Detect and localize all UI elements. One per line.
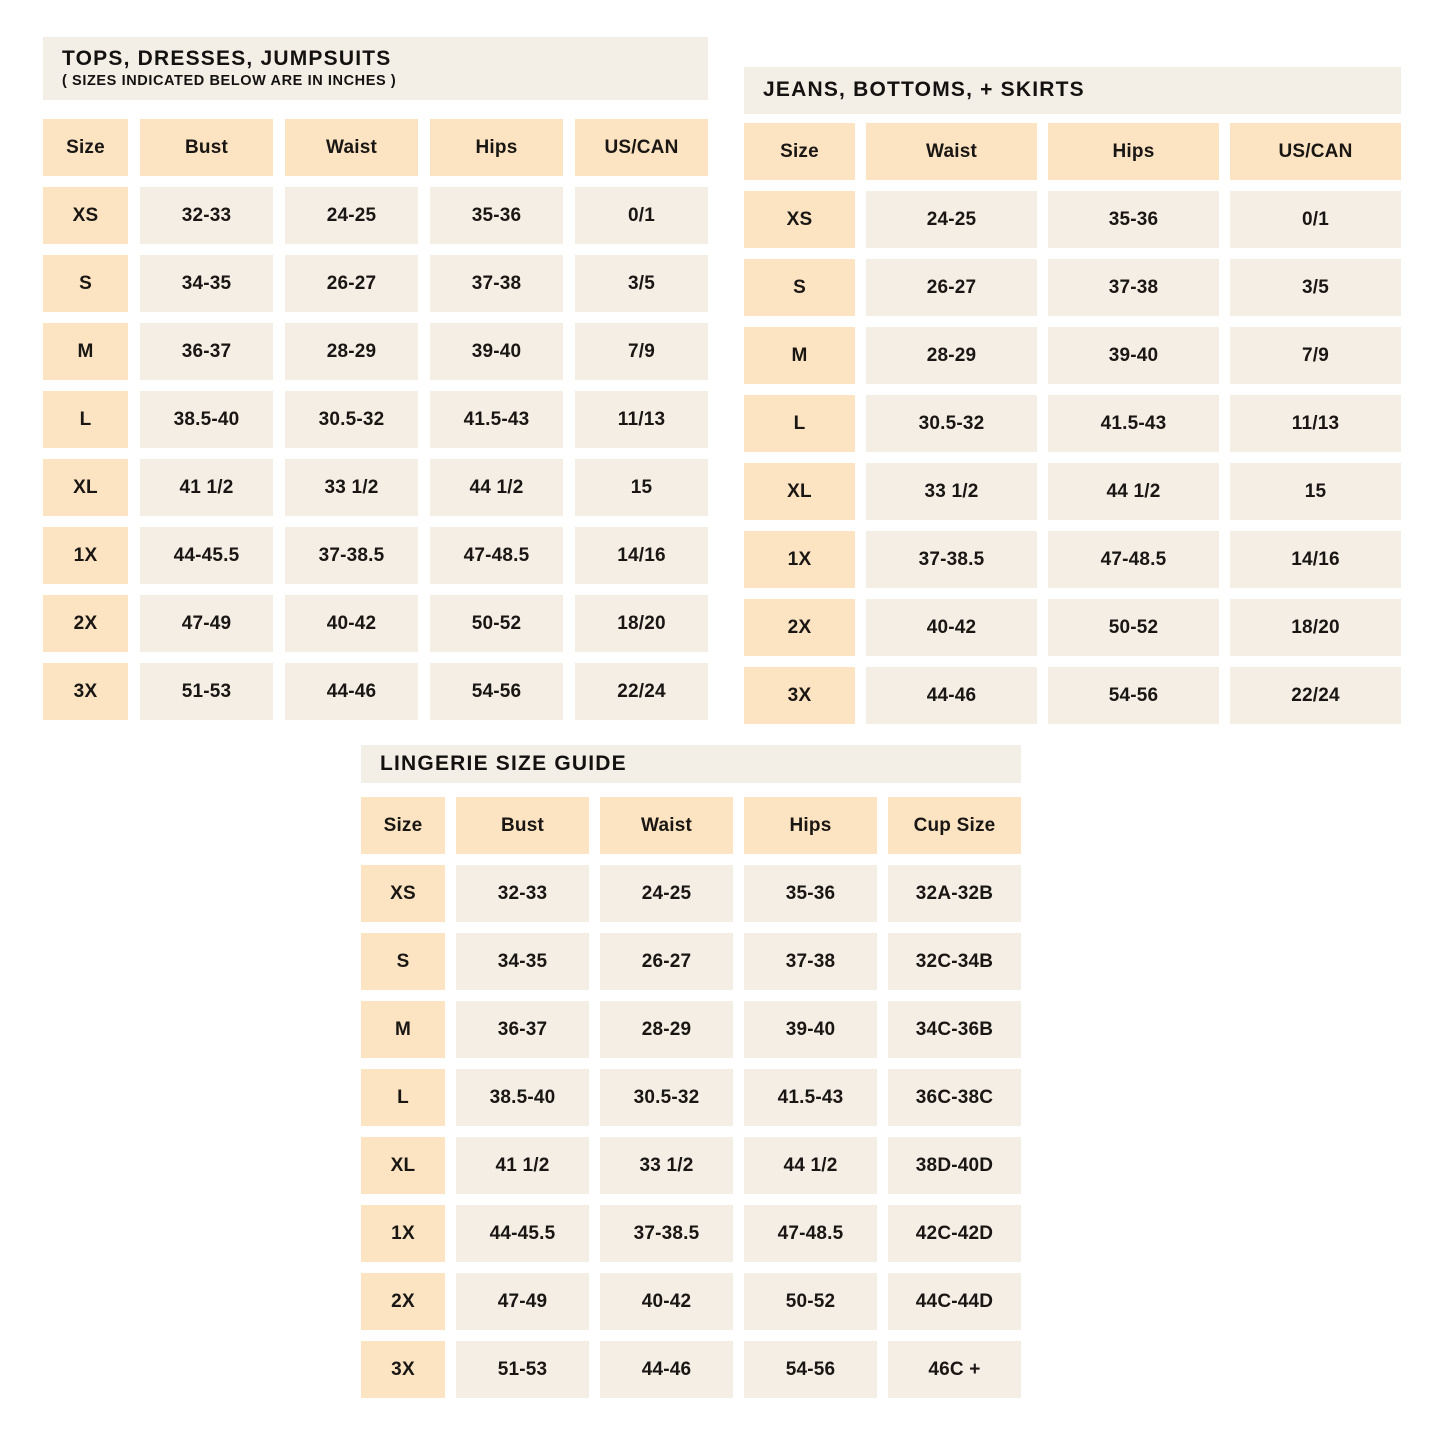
table-cell: 7/9 <box>575 323 708 380</box>
table-cell: 34C-36B <box>888 1001 1021 1058</box>
table-cell: 44-46 <box>600 1341 733 1398</box>
table-cell: 33 1/2 <box>866 463 1037 520</box>
column-header: Hips <box>744 797 877 854</box>
row-size-label: L <box>744 395 855 452</box>
table-cell: 37-38 <box>430 255 563 312</box>
table-cell: 32-33 <box>456 865 589 922</box>
row-size-label: XL <box>744 463 855 520</box>
column-header: Size <box>744 123 855 180</box>
table-cell: 37-38.5 <box>600 1205 733 1262</box>
table-cell: 26-27 <box>600 933 733 990</box>
row-size-label: 2X <box>361 1273 445 1330</box>
row-size-label: M <box>744 327 855 384</box>
row-size-label: 3X <box>43 663 128 720</box>
table-cell: 22/24 <box>575 663 708 720</box>
table-cell: 42C-42D <box>888 1205 1021 1262</box>
row-size-label: 2X <box>744 599 855 656</box>
table-cell: 30.5-32 <box>285 391 418 448</box>
size-grid <box>43 119 708 720</box>
row-size-label: 1X <box>43 527 128 584</box>
table-cell: 33 1/2 <box>285 459 418 516</box>
table-cell: 30.5-32 <box>866 395 1037 452</box>
column-header: Hips <box>1048 123 1219 180</box>
table-cell: 22/24 <box>1230 667 1401 724</box>
table-title-banner <box>43 37 708 100</box>
table-cell: 32A-32B <box>888 865 1021 922</box>
row-size-label: XL <box>43 459 128 516</box>
table-cell: 51-53 <box>456 1341 589 1398</box>
table-cell: 47-48.5 <box>430 527 563 584</box>
table-cell: 35-36 <box>430 187 563 244</box>
table-cell: 36-37 <box>456 1001 589 1058</box>
table-cell: 44-46 <box>866 667 1037 724</box>
table-cell: 47-48.5 <box>744 1205 877 1262</box>
table-cell: 28-29 <box>866 327 1037 384</box>
column-header: US/CAN <box>1230 123 1401 180</box>
table-cell: 41.5-43 <box>744 1069 877 1126</box>
table-cell: 54-56 <box>744 1341 877 1398</box>
table-cell: 34-35 <box>140 255 273 312</box>
table-cell: 36C-38C <box>888 1069 1021 1126</box>
column-header: Cup Size <box>888 797 1021 854</box>
column-header: Waist <box>285 119 418 176</box>
table-cell: 46C + <box>888 1341 1021 1398</box>
row-size-label: XL <box>361 1137 445 1194</box>
column-header: Waist <box>600 797 733 854</box>
column-header: Bust <box>140 119 273 176</box>
row-size-label: XS <box>361 865 445 922</box>
table-cell: 38.5-40 <box>456 1069 589 1126</box>
column-header: Size <box>43 119 128 176</box>
row-size-label: M <box>43 323 128 380</box>
table-cell: 24-25 <box>600 865 733 922</box>
table-cell: 39-40 <box>744 1001 877 1058</box>
table-cell: 47-48.5 <box>1048 531 1219 588</box>
table-cell: 26-27 <box>285 255 418 312</box>
table-cell: 50-52 <box>1048 599 1219 656</box>
table-cell: 44-45.5 <box>140 527 273 584</box>
table-cell: 3/5 <box>575 255 708 312</box>
table-cell: 47-49 <box>140 595 273 652</box>
table-cell: 39-40 <box>430 323 563 380</box>
row-size-label: 1X <box>744 531 855 588</box>
table-cell: 35-36 <box>744 865 877 922</box>
table-cell: 47-49 <box>456 1273 589 1330</box>
table-cell: 0/1 <box>575 187 708 244</box>
table-title: JEANS, BOTTOMS, + SKIRTS <box>763 78 1085 102</box>
jeans-bottoms-skirts-table <box>744 67 1401 724</box>
table-title-banner <box>361 745 1021 783</box>
table-cell: 38D-40D <box>888 1137 1021 1194</box>
table-cell: 38.5-40 <box>140 391 273 448</box>
table-cell: 41 1/2 <box>456 1137 589 1194</box>
tops-dresses-jumpsuits-table <box>43 37 708 720</box>
table-cell: 14/16 <box>575 527 708 584</box>
table-title-banner <box>744 67 1401 114</box>
table-cell: 18/20 <box>575 595 708 652</box>
column-header: Size <box>361 797 445 854</box>
table-cell: 41.5-43 <box>1048 395 1219 452</box>
table-cell: 28-29 <box>600 1001 733 1058</box>
table-cell: 36-37 <box>140 323 273 380</box>
row-size-label: 3X <box>361 1341 445 1398</box>
table-cell: 44 1/2 <box>744 1137 877 1194</box>
table-cell: 44C-44D <box>888 1273 1021 1330</box>
row-size-label: 2X <box>43 595 128 652</box>
row-size-label: L <box>43 391 128 448</box>
table-cell: 54-56 <box>430 663 563 720</box>
row-size-label: 1X <box>361 1205 445 1262</box>
table-cell: 51-53 <box>140 663 273 720</box>
row-size-label: S <box>361 933 445 990</box>
table-cell: 37-38 <box>744 933 877 990</box>
table-cell: 15 <box>1230 463 1401 520</box>
table-cell: 37-38.5 <box>866 531 1037 588</box>
table-cell: 33 1/2 <box>600 1137 733 1194</box>
size-grid <box>744 123 1401 724</box>
table-title: LINGERIE SIZE GUIDE <box>380 751 627 775</box>
table-cell: 26-27 <box>866 259 1037 316</box>
table-cell: 50-52 <box>430 595 563 652</box>
table-cell: 44-45.5 <box>456 1205 589 1262</box>
row-size-label: L <box>361 1069 445 1126</box>
table-cell: 40-42 <box>285 595 418 652</box>
column-header: Bust <box>456 797 589 854</box>
table-cell: 28-29 <box>285 323 418 380</box>
table-cell: 37-38 <box>1048 259 1219 316</box>
table-cell: 3/5 <box>1230 259 1401 316</box>
table-cell: 7/9 <box>1230 327 1401 384</box>
table-cell: 40-42 <box>600 1273 733 1330</box>
row-size-label: S <box>744 259 855 316</box>
column-header: US/CAN <box>575 119 708 176</box>
table-cell: 41.5-43 <box>430 391 563 448</box>
table-cell: 39-40 <box>1048 327 1219 384</box>
table-title: TOPS, DRESSES, JUMPSUITS <box>62 46 392 70</box>
column-header: Hips <box>430 119 563 176</box>
row-size-label: XS <box>43 187 128 244</box>
column-header: Waist <box>866 123 1037 180</box>
table-cell: 35-36 <box>1048 191 1219 248</box>
table-cell: 0/1 <box>1230 191 1401 248</box>
table-cell: 44 1/2 <box>1048 463 1219 520</box>
table-subtitle: ( SIZES INDICATED BELOW ARE IN INCHES ) <box>62 73 397 90</box>
table-cell: 37-38.5 <box>285 527 418 584</box>
table-cell: 32C-34B <box>888 933 1021 990</box>
table-cell: 14/16 <box>1230 531 1401 588</box>
lingerie-size-guide-table <box>361 745 1021 1398</box>
row-size-label: 3X <box>744 667 855 724</box>
table-cell: 11/13 <box>1230 395 1401 452</box>
row-size-label: S <box>43 255 128 312</box>
table-cell: 32-33 <box>140 187 273 244</box>
table-cell: 15 <box>575 459 708 516</box>
table-cell: 30.5-32 <box>600 1069 733 1126</box>
table-cell: 44-46 <box>285 663 418 720</box>
table-cell: 54-56 <box>1048 667 1219 724</box>
table-cell: 44 1/2 <box>430 459 563 516</box>
table-cell: 24-25 <box>285 187 418 244</box>
table-cell: 34-35 <box>456 933 589 990</box>
table-cell: 18/20 <box>1230 599 1401 656</box>
table-cell: 24-25 <box>866 191 1037 248</box>
table-cell: 50-52 <box>744 1273 877 1330</box>
row-size-label: XS <box>744 191 855 248</box>
table-cell: 11/13 <box>575 391 708 448</box>
table-cell: 40-42 <box>866 599 1037 656</box>
size-grid <box>361 797 1021 1398</box>
table-cell: 41 1/2 <box>140 459 273 516</box>
row-size-label: M <box>361 1001 445 1058</box>
